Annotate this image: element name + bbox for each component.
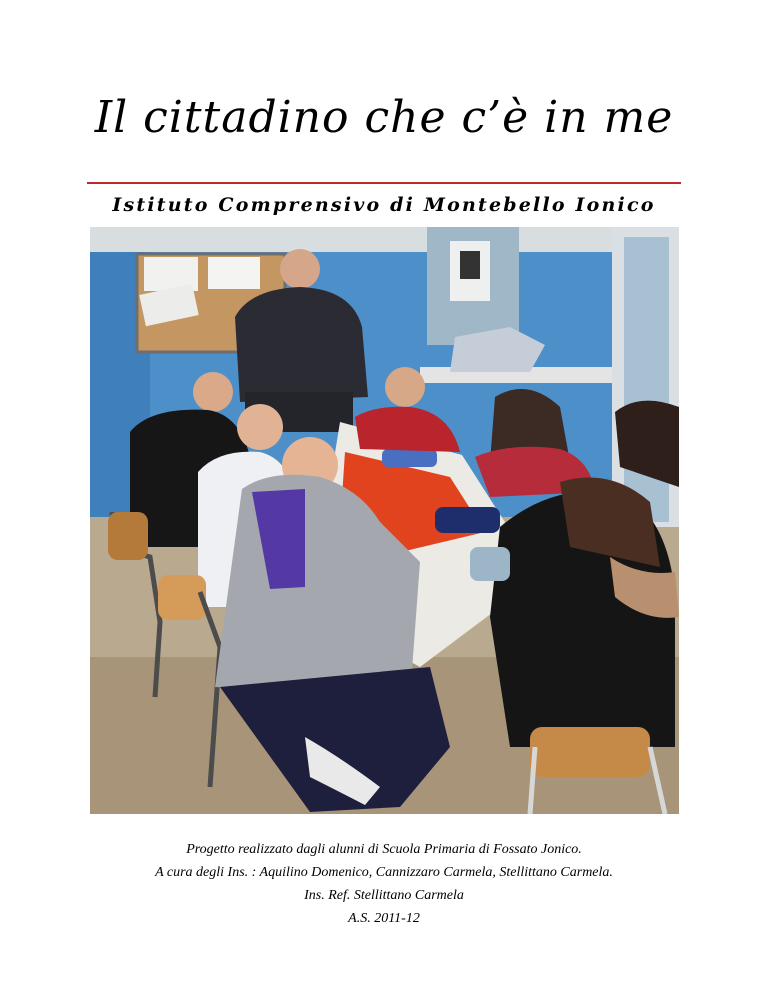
credits bbox=[0, 838, 768, 930]
credits-line-project: Progetto realizzato dagli alunni di Scuola Primaria di Fossato Jonico. bbox=[186, 842, 582, 857]
cover-photo bbox=[90, 227, 679, 814]
page-title: Il cittadino che c’è in me bbox=[94, 92, 674, 143]
school-name: Istituto Comprensivo di Montebello Ionico bbox=[112, 194, 656, 216]
credits-line-reference: Ins. Ref. Stellittano Carmela bbox=[304, 888, 464, 903]
credits-line-year: A.S. 2011-12 bbox=[348, 911, 420, 926]
credits-line-teachers: A cura degli Ins. : Aquilino Domenico, Cannizzaro Carmela, Stellittano Carmela. bbox=[155, 865, 613, 880]
title-divider bbox=[87, 182, 681, 184]
